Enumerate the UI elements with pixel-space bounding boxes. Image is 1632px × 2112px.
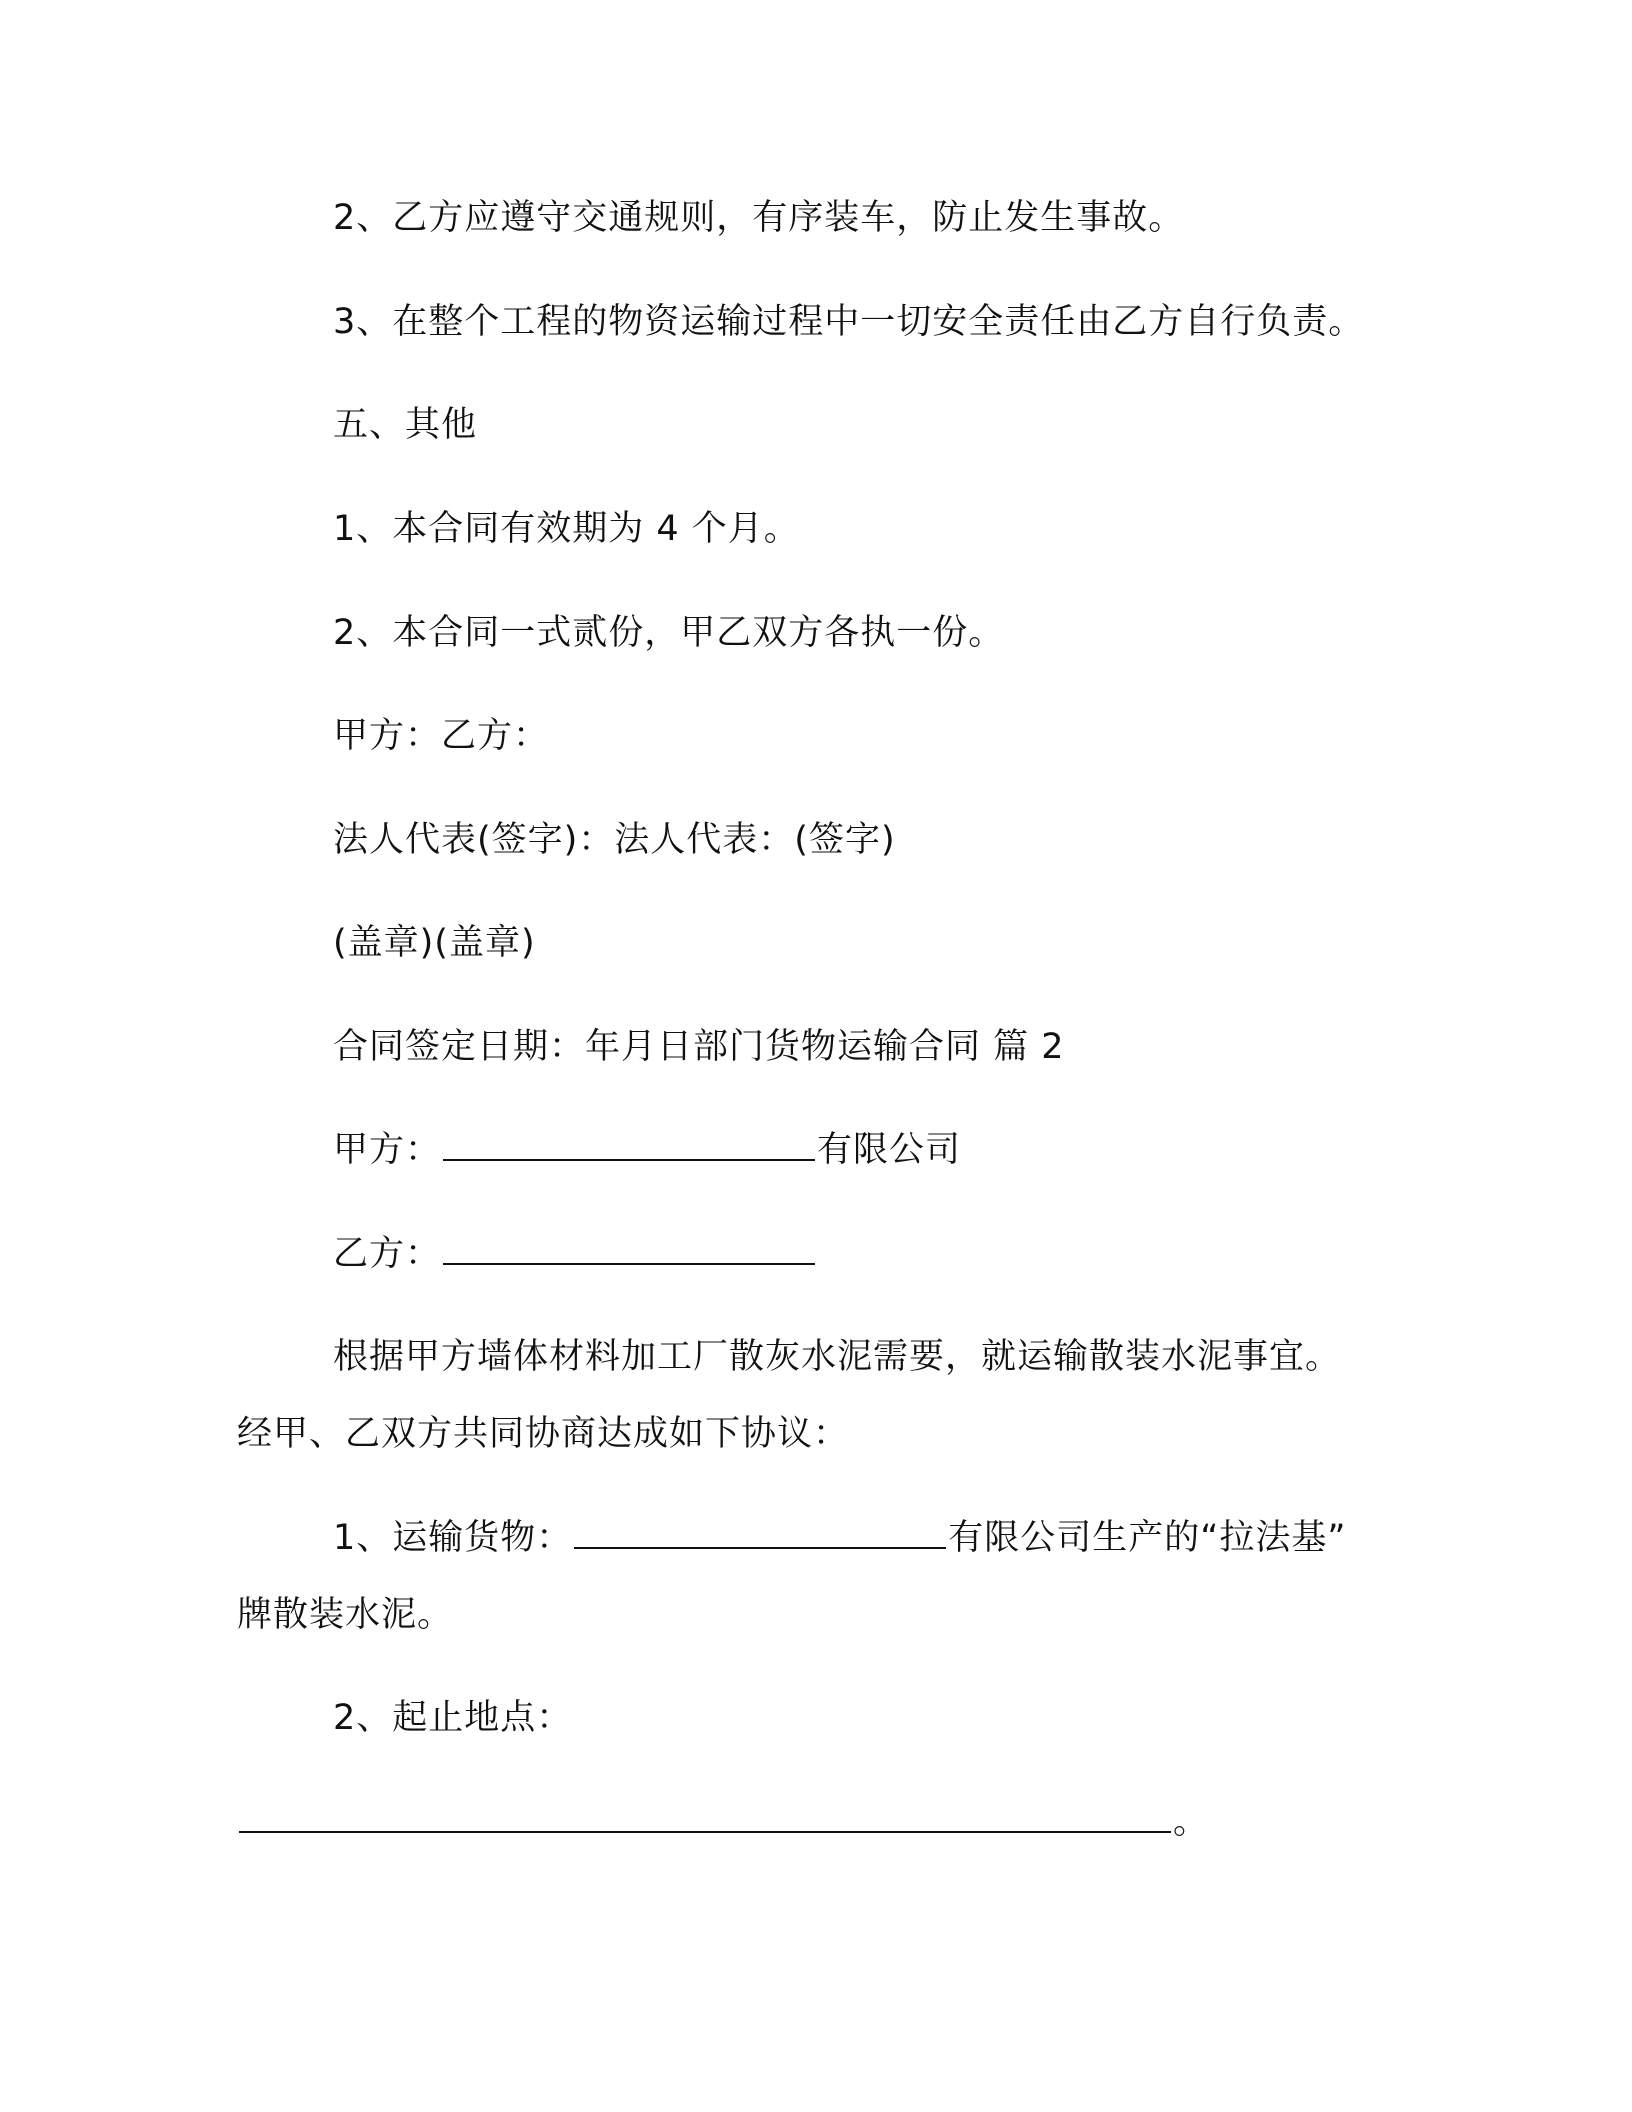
goods-line bbox=[333, 1516, 1347, 1560]
clause-validity-period: 1、本合同有效期为 4 个月。 bbox=[333, 509, 800, 549]
party-a-blank bbox=[443, 1129, 815, 1161]
section-heading-other: 五、其他 bbox=[333, 405, 478, 445]
route-blank-line bbox=[237, 1800, 1209, 1844]
clause-traffic-rules: 2、乙方应遵守交通规则，有序装车，防止发生事故。 bbox=[333, 198, 1185, 238]
party-b-line bbox=[333, 1232, 817, 1276]
clause-safety-responsibility: 3、在整个工程的物资运输过程中一切安全责任由乙方自行负责。 bbox=[333, 302, 1365, 342]
route-label-line: 2、起止地点： bbox=[333, 1698, 573, 1738]
contract-date-line: 合同签定日期：年月日部门货物运输合同 篇 2 bbox=[333, 1027, 1065, 1067]
intro-paragraph-line-1: 根据甲方墙体材料加工厂散灰水泥需要，就运输散装水泥事宜。 bbox=[333, 1337, 1342, 1377]
party-a-suffix: 有限公司 bbox=[817, 1130, 962, 1170]
signature-line: 法人代表(签字)：法人代表：(签字) bbox=[333, 820, 896, 860]
route-end-mark: 。 bbox=[1173, 1802, 1210, 1842]
party-b-label: 乙方： bbox=[333, 1234, 442, 1274]
goods-suffix: 有限公司生产的“拉法基” bbox=[948, 1518, 1347, 1558]
parties-line: 甲方：乙方： bbox=[333, 716, 550, 756]
clause-copies: 2、本合同一式贰份，甲乙双方各执一份。 bbox=[333, 613, 1005, 653]
intro-paragraph-line-2: 经甲、乙双方共同协商达成如下协议： bbox=[237, 1414, 850, 1454]
seal-line: (盖章)(盖章) bbox=[333, 923, 536, 963]
party-b-blank bbox=[443, 1233, 815, 1265]
goods-blank bbox=[574, 1517, 946, 1549]
party-a-line bbox=[333, 1128, 961, 1172]
goods-line-2: 牌散装水泥。 bbox=[237, 1595, 454, 1635]
route-blank bbox=[239, 1801, 1171, 1833]
goods-label: 1、运输货物： bbox=[333, 1518, 573, 1558]
party-a-label: 甲方： bbox=[333, 1130, 442, 1170]
